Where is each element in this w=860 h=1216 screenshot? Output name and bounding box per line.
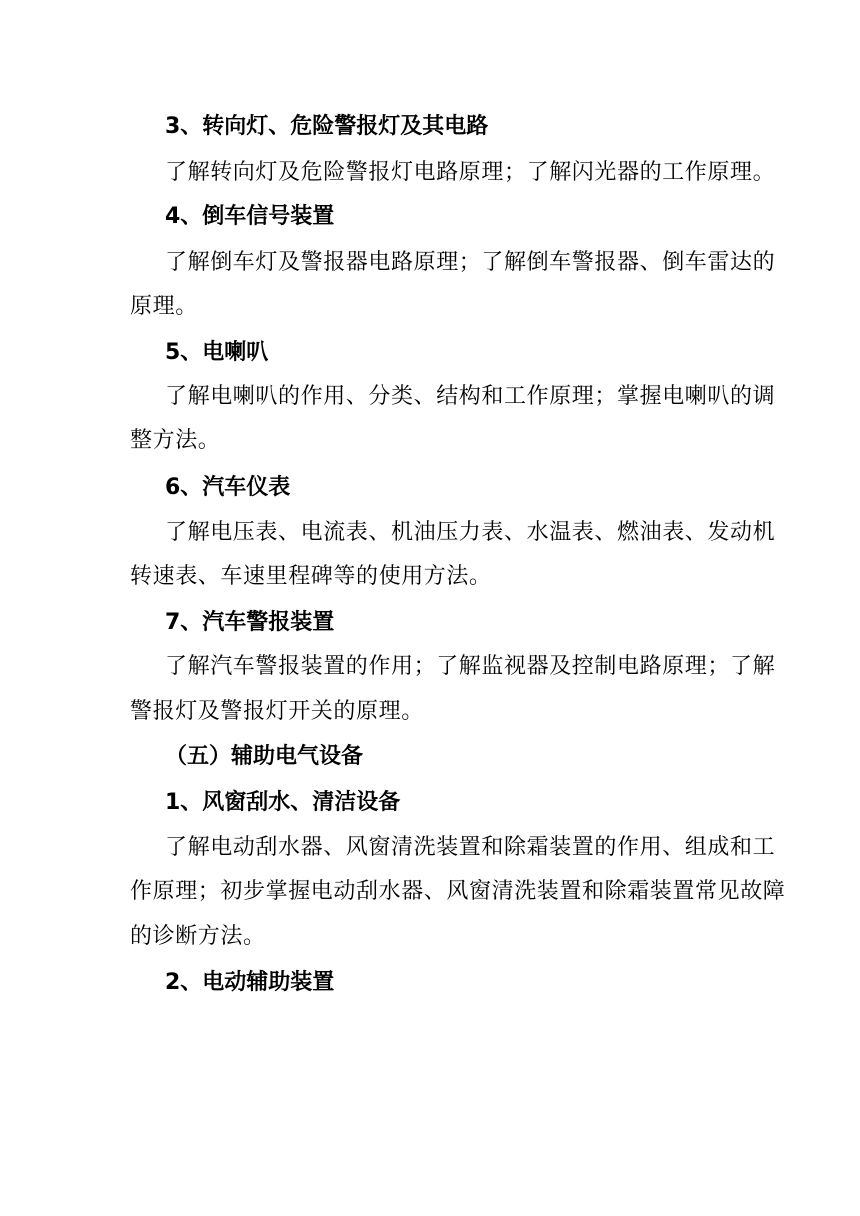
paragraph-line: 了解电喇叭的作用、分类、结构和工作原理；掌握电喇叭的调 — [165, 384, 776, 409]
heading-alarm-devices: 7、汽车警报装置 — [165, 610, 335, 635]
paragraph-line: 了解电压表、电流表、机油压力表、水温表、燃油表、发动机 — [165, 520, 776, 545]
paragraph-line: 了解汽车警报装置的作用；了解监视器及控制电路原理；了解 — [165, 654, 776, 679]
heading-electric-aux: 2、电动辅助装置 — [165, 970, 335, 995]
paragraph-line: 警报灯及警报灯开关的原理。 — [130, 699, 424, 724]
heading-turn-signal: 3、转向灯、危险警报灯及其电路 — [165, 114, 489, 139]
paragraph-line: 了解转向灯及危险警报灯电路原理；了解闪光器的工作原理。 — [165, 160, 776, 185]
heading-wiper-cleaning: 1、风窗刮水、清洁设备 — [165, 790, 401, 815]
heading-reverse-signal: 4、倒车信号装置 — [165, 204, 335, 229]
paragraph-line: 作原理；初步掌握电动刮水器、风窗清洗装置和除霜装置常见故障 — [130, 879, 786, 904]
heading-instruments: 6、汽车仪表 — [165, 475, 291, 500]
paragraph-line: 的诊断方法。 — [130, 924, 266, 949]
paragraph-line: 转速表、车速里程碑等的使用方法。 — [130, 564, 492, 589]
paragraph-line: 整方法。 — [130, 428, 221, 453]
heading-auxiliary-equipment: （五）辅助电气设备 — [165, 744, 364, 769]
paragraph-line: 了解倒车灯及警报器电路原理；了解倒车警报器、倒车雷达的 — [165, 250, 776, 275]
paragraph-line: 了解电动刮水器、风窗清洗装置和除霜装置的作用、组成和工 — [165, 835, 776, 860]
heading-electric-horn: 5、电喇叭 — [165, 340, 269, 365]
paragraph-line: 原理。 — [130, 294, 198, 319]
